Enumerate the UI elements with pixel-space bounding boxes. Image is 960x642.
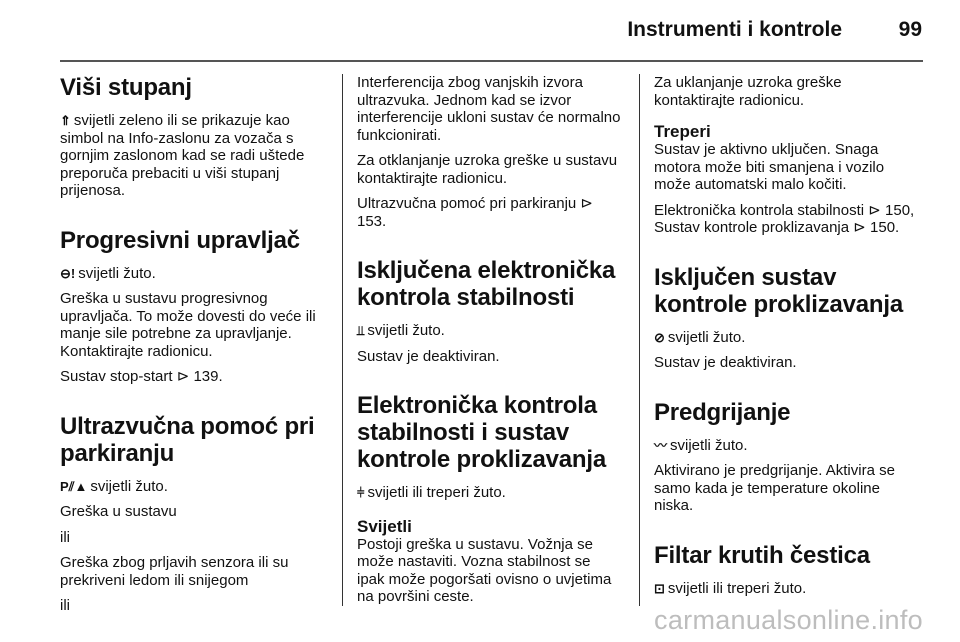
glow-plug-icon: 〰 <box>654 437 668 453</box>
paragraph: ⊘ svijetli žuto. <box>654 328 746 346</box>
column-divider <box>342 74 343 606</box>
paragraph: ili <box>60 528 70 546</box>
paragraph: Aktivirano je predgrijanje. Aktivira se samo kada je temperature okoline niska. <box>654 462 895 514</box>
esc-icon: ⫩ <box>357 485 365 500</box>
paragraph: Za uklanjanje uzroka greške kontaktirajte radionicu. <box>654 74 842 109</box>
subsection-title: Svijetli <box>357 516 412 536</box>
page-header <box>0 0 960 62</box>
page-number: 99 <box>898 18 922 41</box>
watermark: carmanualsonline.info <box>654 605 923 635</box>
section-title: Ultrazvučna pomoć pri parkiranju <box>60 412 315 467</box>
header-title: Instrumenti i kontrole <box>627 18 842 41</box>
section-title: Progresivni upravljač <box>60 226 300 254</box>
paragraph: Sustav je deaktiviran. <box>654 354 797 371</box>
paragraph: Sustav stop-start ⊳ 139. <box>60 368 223 385</box>
parking-assist-icon: P⫽▲ <box>60 478 88 494</box>
paragraph: Za otklanjanje uzroka greške u sustavu kontaktirajte radionicu. <box>357 152 618 187</box>
column-2 <box>357 74 621 614</box>
paragraph: ⇑ svijetli zeleno ili se prikazuje kao simbol na Info-zaslonu za vozača s gornjim zaslonom kad se radi uštede preporuča prebaciti u viši stupanj prijenosa. <box>60 112 305 199</box>
traction-control-off-icon: ⊘ <box>654 329 665 345</box>
paragraph: 〰 svijetli žuto. <box>654 436 748 454</box>
paragraph: Ultrazvučna pomoć pri parkiranju ⊳ 153. <box>357 195 593 230</box>
section-title: Predgrijanje <box>654 398 791 426</box>
upshift-icon: ⇑ <box>60 113 71 128</box>
particulate-filter-icon: ⊡ <box>654 580 665 596</box>
paragraph: Postoji greška u sustavu. Vožnja se može nastaviti. Vozna stabilnost se ipak može pogoršati ovisno o uvjetima na površini ceste. <box>357 535 612 605</box>
paragraph: Greška zbog prljavih senzora ili su prekriveni ledom ili snijegom <box>60 554 289 589</box>
esc-off-icon: ⫫ <box>357 323 365 338</box>
section-title: Isključen sustav kontrole proklizavanja <box>654 263 904 318</box>
steering-warning-icon: ⊖! <box>60 265 76 281</box>
header-divider <box>60 60 923 62</box>
subsection-title: Treperi <box>654 122 711 141</box>
section-title: Viši stupanj <box>60 74 192 101</box>
paragraph: ili <box>60 597 70 614</box>
paragraph: Greška u sustavu progresivnog upravljača. To može dovesti do veće ili manje sile potrebne za upravljanje. Kontaktirajte radionicu. <box>60 290 316 360</box>
paragraph: Elektronička kontrola stabilnosti ⊳ 150, Sustav kontrole proklizavanja ⊳ 150. <box>654 201 915 236</box>
paragraph: Sustav je deaktiviran. <box>357 347 500 365</box>
paragraph: Interferencija zbog vanjskih izvora ultrazvuka. Jednom kad se izvor interferencije ukloni sustav će normalno funkcionirati. <box>357 74 621 144</box>
paragraph: Sustav je aktivno uključen. Snaga motora može biti smanjena i vozilo može automatski malo kočiti. <box>654 141 885 193</box>
column-3 <box>654 74 922 605</box>
paragraph: ⫩ svijetli ili treperi žuto. <box>357 484 506 501</box>
paragraph: Greška u sustavu <box>60 503 177 520</box>
paragraph: P⫽▲ svijetli žuto. <box>60 477 168 495</box>
section-title: Elektronička kontrola stabilnosti i sustav kontrole proklizavanja <box>357 392 607 473</box>
paragraph: ⊖! svijetli žuto. <box>60 264 156 282</box>
column-1 <box>60 74 324 623</box>
column-divider <box>639 74 640 606</box>
paragraph: ⫫ svijetli žuto. <box>357 322 445 339</box>
section-title: Filtar krutih čestica <box>654 541 870 569</box>
section-title: Isključena elektronička kontrola stabilnosti <box>357 257 616 311</box>
paragraph: ⊡ svijetli ili treperi žuto. <box>654 579 807 597</box>
